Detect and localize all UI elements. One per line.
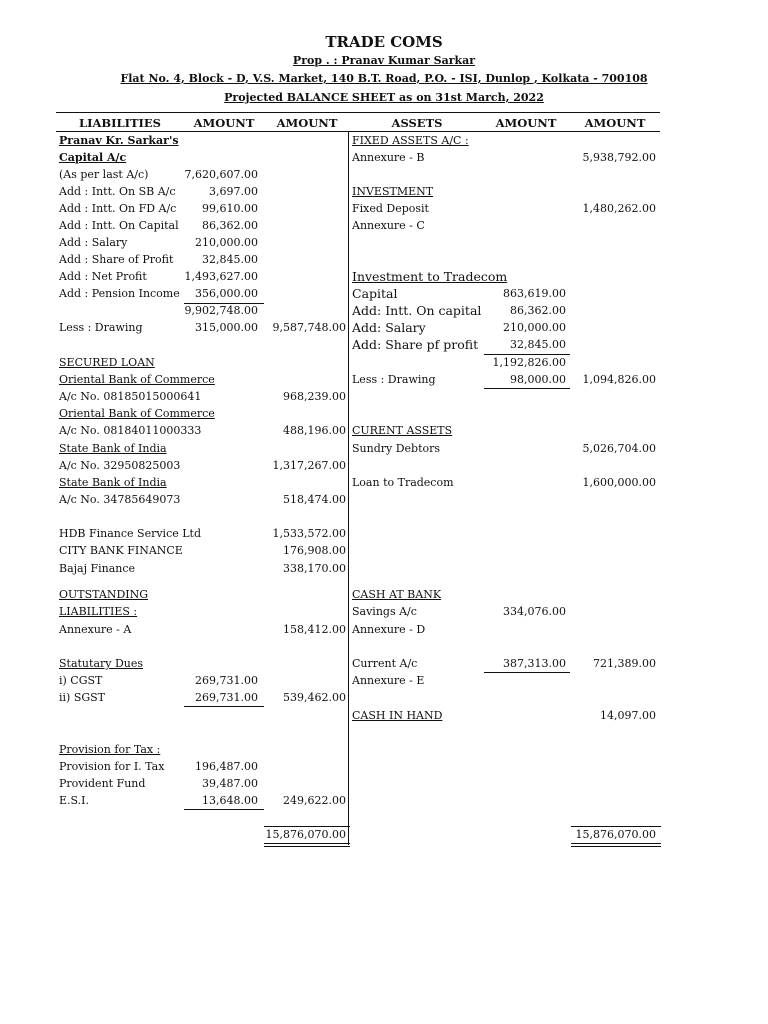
row-label: Less : Drawing bbox=[59, 321, 143, 334]
asset-sub-amount: 86,362.00 bbox=[510, 304, 566, 317]
row-label: Provision for Tax : bbox=[59, 743, 161, 756]
table-row bbox=[0, 251, 768, 268]
table-row bbox=[0, 741, 768, 758]
table-top-rule bbox=[56, 112, 660, 113]
proprietor-line: Prop . : Pranav Kumar Sarkar bbox=[292, 54, 476, 67]
table-row bbox=[0, 491, 768, 508]
table-row bbox=[0, 474, 768, 491]
row-label: SECURED LOAN bbox=[59, 356, 155, 369]
asset-sub-amount: 387,313.00 bbox=[503, 657, 566, 670]
table-row bbox=[0, 707, 768, 724]
row-label: Statutary Dues bbox=[59, 657, 144, 670]
row-label: (As per last A/c) bbox=[59, 168, 149, 181]
table-row bbox=[0, 525, 768, 542]
row-total: 518,474.00 bbox=[283, 493, 346, 506]
row-label: A/c No. 34785649073 bbox=[59, 493, 181, 506]
table-row bbox=[0, 457, 768, 474]
asset-label: Annexure - C bbox=[352, 219, 425, 232]
total-bottom-rule bbox=[571, 846, 661, 847]
table-row bbox=[0, 621, 768, 638]
table-row bbox=[0, 200, 768, 217]
table-row bbox=[0, 166, 768, 183]
table-row bbox=[0, 354, 768, 371]
asset-label: Loan to Tradecom bbox=[352, 476, 454, 489]
row-amount: 9,902,748.00 bbox=[184, 304, 258, 317]
col-assets: ASSETS bbox=[391, 116, 443, 130]
row-label: Oriental Bank of Commerce bbox=[59, 373, 215, 386]
table-row bbox=[0, 586, 768, 603]
row-label: HDB Finance Service Ltd bbox=[59, 527, 202, 540]
row-amount: 32,845.00 bbox=[202, 253, 258, 266]
total-bottom-rule bbox=[264, 843, 350, 844]
row-amount: 1,493,627.00 bbox=[184, 270, 258, 283]
table-row bbox=[0, 319, 768, 336]
subtotal-rule bbox=[484, 672, 570, 673]
row-label: Provident Fund bbox=[59, 777, 146, 790]
table-row bbox=[0, 775, 768, 792]
row-label: Add : Intt. On FD A/c bbox=[59, 202, 177, 215]
row-amount: 356,000.00 bbox=[195, 287, 258, 300]
subtotal-rule bbox=[184, 303, 264, 304]
col-amount-2: AMOUNT bbox=[276, 116, 338, 130]
row-total: 249,622.00 bbox=[283, 794, 346, 807]
col-liabilities: LIABILITIES bbox=[79, 116, 161, 130]
row-label: A/c No. 08185015000641 bbox=[59, 390, 202, 403]
row-label: ii) SGST bbox=[59, 691, 106, 704]
row-total: 968,239.00 bbox=[283, 390, 346, 403]
liabilities-total: 15,876,070.00 bbox=[265, 828, 346, 841]
table-row bbox=[0, 422, 768, 439]
asset-sub-amount: 98,000.00 bbox=[510, 373, 566, 386]
row-label: OUTSTANDING bbox=[59, 588, 149, 601]
asset-label: Fixed Deposit bbox=[352, 202, 429, 215]
row-amount: 86,362.00 bbox=[202, 219, 258, 232]
row-label: Add : Share of Profit bbox=[59, 253, 174, 266]
row-label: Add : Intt. On Capital bbox=[59, 219, 179, 232]
row-label: LIABILITIES : bbox=[59, 605, 138, 618]
row-label: A/c No. 32950825003 bbox=[59, 459, 181, 472]
table-row bbox=[0, 542, 768, 559]
row-total: 539,462.00 bbox=[283, 691, 346, 704]
row-label: Provision for I. Tax bbox=[59, 760, 165, 773]
table-row bbox=[0, 132, 768, 149]
row-label: Oriental Bank of Commerce bbox=[59, 407, 215, 420]
asset-label: CASH AT BANK bbox=[352, 588, 442, 601]
subtotal-rule bbox=[184, 809, 264, 810]
total-bottom-rule bbox=[571, 843, 661, 844]
row-amount: 315,000.00 bbox=[195, 321, 258, 334]
row-total: 176,908.00 bbox=[283, 544, 346, 557]
asset-sub-amount: 210,000.00 bbox=[503, 321, 566, 334]
total-top-rule bbox=[264, 826, 350, 827]
asset-amount: 5,026,704.00 bbox=[582, 442, 656, 455]
row-amount: 7,620,607.00 bbox=[184, 168, 258, 181]
row-label: Add : Net Profit bbox=[59, 270, 147, 283]
table-row bbox=[0, 758, 768, 775]
table-row bbox=[0, 405, 768, 422]
table-row bbox=[0, 268, 768, 285]
asset-label: Annexure - E bbox=[352, 674, 425, 687]
asset-label: Current A/c bbox=[352, 657, 418, 670]
table-row bbox=[0, 336, 768, 353]
table-row bbox=[0, 560, 768, 577]
table-row bbox=[0, 371, 768, 388]
table-row bbox=[0, 285, 768, 302]
totals-row bbox=[0, 826, 768, 843]
asset-label: CURENT ASSETS bbox=[352, 424, 453, 437]
table-row bbox=[0, 603, 768, 620]
row-total: 338,170.00 bbox=[283, 562, 346, 575]
row-label: State Bank of India bbox=[59, 476, 167, 489]
asset-amount: 5,938,792.00 bbox=[582, 151, 656, 164]
row-total: 1,533,572.00 bbox=[272, 527, 346, 540]
asset-label: Savings A/c bbox=[352, 605, 417, 618]
asset-label: Add: Share pf profit bbox=[352, 337, 479, 352]
asset-amount: 14,097.00 bbox=[600, 709, 656, 722]
asset-label: INVESTMENT bbox=[352, 185, 434, 198]
company-name: TRADE COMS bbox=[325, 33, 443, 51]
asset-label: Annexure - B bbox=[352, 151, 425, 164]
sheet-title: Projected BALANCE SHEET as on 31st March, 2022 bbox=[224, 91, 544, 104]
asset-label: FIXED ASSETS A/C : bbox=[352, 134, 469, 147]
col-amount-1: AMOUNT bbox=[193, 116, 255, 130]
row-amount: 210,000.00 bbox=[195, 236, 258, 249]
row-total: 1,317,267.00 bbox=[272, 459, 346, 472]
col-amount-4: AMOUNT bbox=[584, 116, 646, 130]
table-row bbox=[0, 440, 768, 457]
asset-sub-amount: 32,845.00 bbox=[510, 338, 566, 351]
asset-label: Add: Intt. On capital bbox=[352, 303, 482, 318]
address-line: Flat No. 4, Block - D, V.S. Market, 140 B.T. Road, P.O. - ISI, Dunlop , Kolkata - 700108 bbox=[120, 72, 648, 85]
row-label: Capital A/c bbox=[59, 151, 127, 164]
row-label: Add : Intt. On SB A/c bbox=[59, 185, 176, 198]
subtotal-rule bbox=[484, 354, 570, 355]
asset-label: Annexure - D bbox=[352, 623, 426, 636]
subtotal-rule bbox=[484, 388, 570, 389]
asset-label: Less : Drawing bbox=[352, 373, 436, 386]
col-amount-3: AMOUNT bbox=[495, 116, 557, 130]
row-amount: 269,731.00 bbox=[195, 674, 258, 687]
row-label: i) CGST bbox=[59, 674, 103, 687]
row-label: Add : Salary bbox=[59, 236, 128, 249]
subtotal-rule bbox=[184, 706, 264, 707]
row-amount: 196,487.00 bbox=[195, 760, 258, 773]
row-amount: 99,610.00 bbox=[202, 202, 258, 215]
table-row bbox=[0, 302, 768, 319]
asset-sub-amount: 334,076.00 bbox=[503, 605, 566, 618]
asset-label: Add: Salary bbox=[352, 320, 426, 335]
table-row bbox=[0, 234, 768, 251]
asset-label: CASH IN HAND bbox=[352, 709, 443, 722]
table-row bbox=[0, 689, 768, 706]
row-label: E.S.I. bbox=[59, 794, 90, 807]
table-row bbox=[0, 655, 768, 672]
table-row bbox=[0, 183, 768, 200]
asset-amount: 721,389.00 bbox=[593, 657, 656, 670]
asset-sub-amount: 863,619.00 bbox=[503, 287, 566, 300]
row-total: 488,196.00 bbox=[283, 424, 346, 437]
row-label: Bajaj Finance bbox=[59, 562, 136, 575]
asset-amount: 1,480,262.00 bbox=[582, 202, 656, 215]
table-row bbox=[0, 149, 768, 166]
asset-label: Sundry Debtors bbox=[352, 442, 441, 455]
total-bottom-rule bbox=[264, 846, 350, 847]
row-amount: 39,487.00 bbox=[202, 777, 258, 790]
row-amount: 13,648.00 bbox=[202, 794, 258, 807]
asset-label: Investment to Tradecom bbox=[352, 269, 508, 284]
row-label: CITY BANK FINANCE bbox=[59, 544, 183, 557]
assets-total: 15,876,070.00 bbox=[575, 828, 656, 841]
table-row bbox=[0, 792, 768, 809]
row-total: 158,412.00 bbox=[283, 623, 346, 636]
row-label: A/c No. 08184011000333 bbox=[59, 424, 202, 437]
row-label: State Bank of India bbox=[59, 442, 167, 455]
table-row bbox=[0, 217, 768, 234]
asset-amount: 1,094,826.00 bbox=[582, 373, 656, 386]
row-amount: 269,731.00 bbox=[195, 691, 258, 704]
row-label: Pranav Kr. Sarkar's bbox=[59, 134, 179, 147]
table-row bbox=[0, 672, 768, 689]
asset-sub-amount: 1,192,826.00 bbox=[492, 356, 566, 369]
row-label: Annexure - A bbox=[59, 623, 132, 636]
row-amount: 3,697.00 bbox=[209, 185, 258, 198]
row-total: 9,587,748.00 bbox=[272, 321, 346, 334]
table-row bbox=[0, 388, 768, 405]
asset-label: Capital bbox=[352, 286, 398, 301]
asset-amount: 1,600,000.00 bbox=[582, 476, 656, 489]
row-label: Add : Pension Income bbox=[59, 287, 180, 300]
total-top-rule bbox=[571, 826, 661, 827]
